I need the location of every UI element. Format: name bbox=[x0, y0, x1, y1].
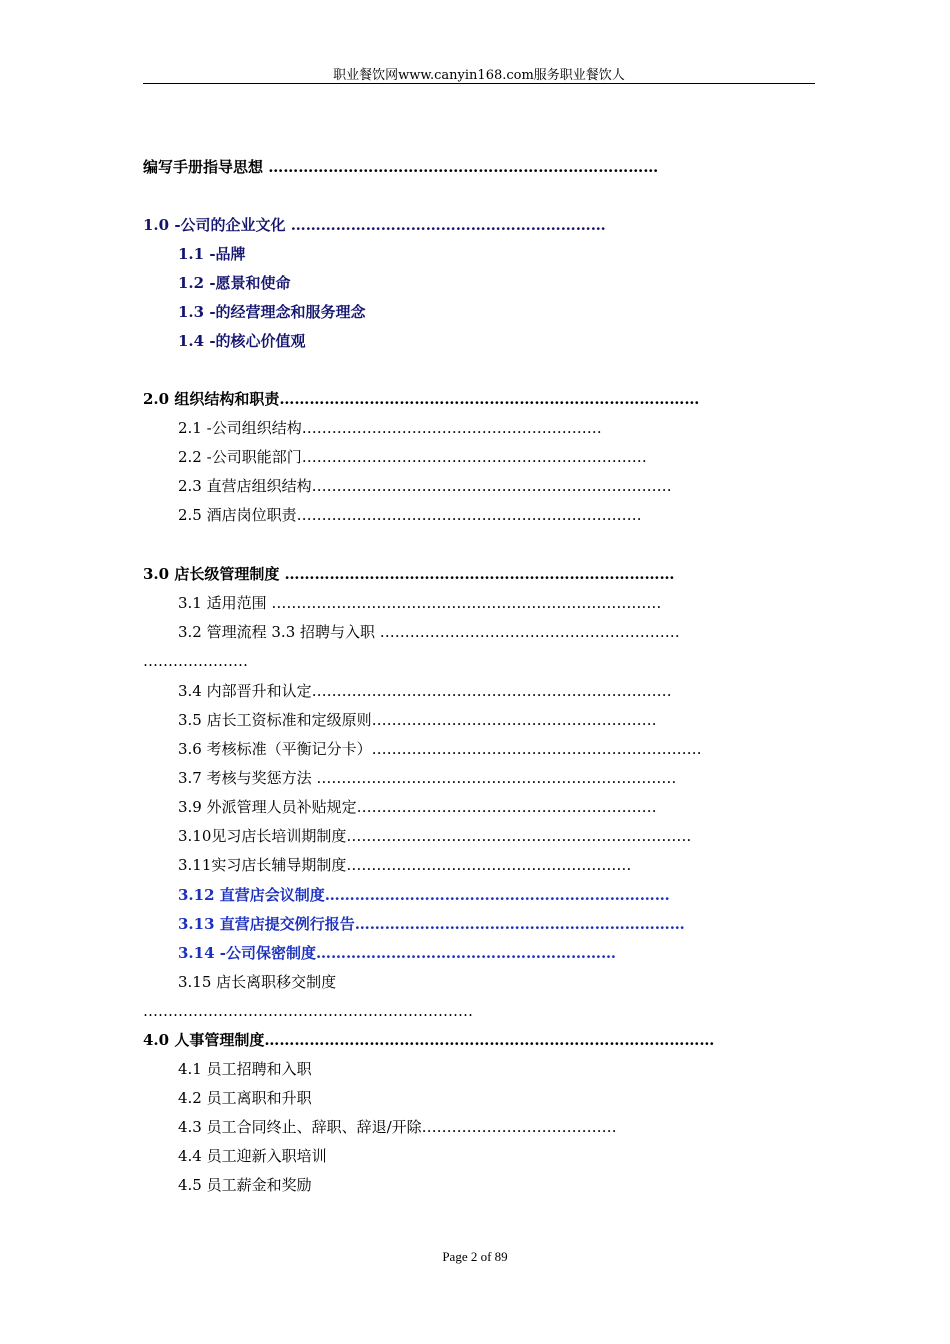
toc-entry-2-0[interactable]: 2.0 组织结构和职责………………………………………………………………………… bbox=[143, 390, 700, 408]
toc-entry-2-1[interactable]: 2.1 -公司组织结构…………………………………………………… bbox=[178, 419, 602, 437]
toc-entry-3-9[interactable]: 3.9 外派管理人员补贴规定…………………………………………………… bbox=[178, 798, 657, 816]
toc-entry-3-7[interactable]: 3.7 考核与奖惩方法 ……………………………………………………………… bbox=[178, 769, 677, 787]
toc-entry-3-5[interactable]: 3.5 店长工资标准和定级原则………………………………………………… bbox=[178, 711, 657, 729]
toc-entry-3-14[interactable]: 3.14 -公司保密制度…………………………………………………… bbox=[178, 944, 616, 962]
toc-entry-2-3[interactable]: 2.3 直营店组织结构……………………………………………………………… bbox=[178, 477, 672, 495]
toc-entry-3-10[interactable]: 3.10见习店长培训期制度…………………………………………………………… bbox=[178, 827, 692, 845]
toc-entry-2-5[interactable]: 2.5 酒店岗位职责…………………………………………………………… bbox=[178, 506, 642, 524]
toc-entry-3-0[interactable]: 3.0 店长级管理制度 …………………………………………………………………… bbox=[143, 565, 675, 583]
toc-entry-3-4[interactable]: 3.4 内部晋升和认定……………………………………………………………… bbox=[178, 682, 672, 700]
toc-entry-3-15[interactable]: 3.15 店长离职移交制度 bbox=[178, 973, 337, 991]
toc-entry-4-5[interactable]: 4.5 员工薪金和奖励 bbox=[178, 1176, 312, 1194]
toc-entry-1-3[interactable]: 1.3 -的经营理念和服务理念 bbox=[178, 303, 366, 321]
toc-entry-4-0[interactable]: 4.0 人事管理制度……………………………………………………………………………… bbox=[143, 1031, 715, 1049]
toc-entry-1-1[interactable]: 1.1 -品牌 bbox=[178, 245, 246, 263]
toc-entry-4-1[interactable]: 4.1 员工招聘和入职 bbox=[178, 1060, 312, 1078]
toc-entry-3-6[interactable]: 3.6 考核标准（平衡记分卡）………………………………………………………… bbox=[178, 740, 702, 758]
toc-entry-guiding-thought[interactable]: 编写手册指导思想 …………………………………………………………………… bbox=[143, 158, 659, 176]
toc-entry-3-3-continuation: ………………… bbox=[143, 652, 248, 670]
toc-entry-4-4[interactable]: 4.4 员工迎新入职培训 bbox=[178, 1147, 327, 1165]
toc-entry-1-2[interactable]: 1.2 -愿景和使命 bbox=[178, 274, 291, 292]
toc-entry-4-2[interactable]: 4.2 员工离职和升职 bbox=[178, 1089, 312, 1107]
toc-entry-3-11[interactable]: 3.11实习店长辅导期制度………………………………………………… bbox=[178, 856, 632, 874]
toc-entry-3-12[interactable]: 3.12 直营店会议制度…………………………………………………………… bbox=[178, 886, 670, 904]
toc-entry-4-3[interactable]: 4.3 员工合同终止、辞职、辞退/开除………………………………… bbox=[178, 1118, 617, 1136]
page-number: Page 2 of 89 bbox=[442, 1249, 508, 1264]
toc-entry-1-4[interactable]: 1.4 -的核心价值观 bbox=[178, 332, 306, 350]
toc-entry-3-13[interactable]: 3.13 直营店提交例行报告………………………………………………………… bbox=[178, 915, 685, 933]
toc-entry-2-2[interactable]: 2.2 -公司职能部门…………………………………………………………… bbox=[178, 448, 647, 466]
toc-entry-3-2-3-3[interactable]: 3.2 管理流程 3.3 招聘与入职 …………………………………………………… bbox=[178, 623, 680, 641]
toc-entry-3-15-continuation: ………………………………………………………… bbox=[143, 1002, 473, 1020]
toc-entry-1-0[interactable]: 1.0 -公司的企业文化 ……………………………………………………… bbox=[143, 216, 606, 234]
header-divider bbox=[143, 83, 815, 84]
toc-entry-3-1[interactable]: 3.1 适用范围 …………………………………………………………………… bbox=[178, 594, 662, 612]
page-header: 职业餐饮网www.canyin168.com服务职业餐饮人 bbox=[333, 68, 625, 83]
